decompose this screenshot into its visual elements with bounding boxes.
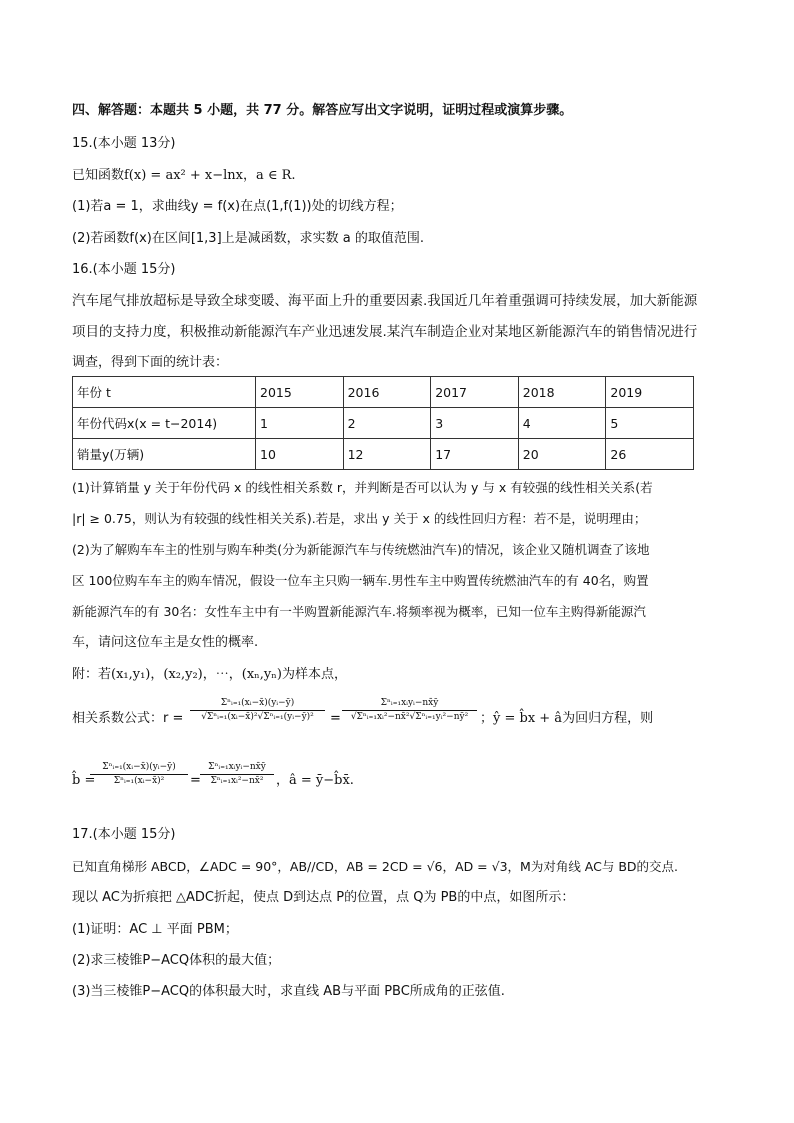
- table-row: [73, 377, 694, 408]
- table-cell: 10: [256, 439, 344, 470]
- table-row: [73, 439, 694, 470]
- q16-part2-line4: 车，请问这位车主是女性的概率.: [72, 635, 259, 650]
- b-fraction-1: [90, 762, 188, 787]
- b-numerator-1: Σⁿᵢ₌₁(xᵢ−x̄)(yᵢ−ȳ): [102, 762, 176, 772]
- table-cell: 2: [343, 408, 431, 439]
- q16-stem-line2: 项目的支持力度，积极推动新能源汽车产业迅速发展.某汽车制造企业对某地区新能源汽车的销售情况进行: [72, 324, 698, 340]
- corr-numerator-1: Σⁿᵢ₌₁(xᵢ−x̄)(yᵢ−ȳ): [220, 698, 295, 708]
- table-cell: 3: [431, 408, 519, 439]
- q16-header: 16.(本小题 15分): [72, 262, 176, 277]
- corr-numerator-2: Σⁿᵢ₌₁xᵢyᵢ−nx̄ȳ: [380, 698, 439, 708]
- corr-fraction-1: [190, 698, 325, 723]
- table-cell: 销量y(万辆): [73, 439, 256, 470]
- table-cell: 2017: [431, 377, 519, 408]
- corr-denominator-2: √Σⁿᵢ₌₁xᵢ²−nx̄²√Σⁿᵢ₌₁yᵢ²−nȳ²: [350, 712, 469, 722]
- q16-part2-line2: 区 100位购车车主的购车情况，假设一位车主只购一辆车.男性车主中购置传统燃油汽车的有 40名，购置: [72, 573, 649, 588]
- q17-part3: (3)当三棱锥P−ACQ的体积最大时，求直线 AB与平面 PBC所成角的正弦值.: [72, 984, 505, 999]
- fraction-bar: [200, 774, 274, 775]
- table-cell: 4: [518, 408, 606, 439]
- table-cell: 2016: [343, 377, 431, 408]
- equals-sign: =: [330, 711, 341, 726]
- b-denominator-2: Σⁿᵢ₌₁xᵢ²−nx̄²: [210, 776, 264, 786]
- sales-table: [72, 376, 694, 470]
- table-cell: 2018: [518, 377, 606, 408]
- q16-part1-line1: (1)计算销量 y 关于年份代码 x 的线性相关系数 r，并判断是否可以认为 y 与 x 有较强的线性相关关系(若: [72, 480, 653, 495]
- corr-formula-label: 相关系数公式：r =: [72, 711, 184, 726]
- corr-fraction-2: [342, 698, 477, 723]
- fraction-bar: [342, 710, 477, 711]
- q17-stem-line2: 现以 AC为折痕把 △ADC折起，使点 D到达点 P的位置，点 Q为 PB的中点，如图所示：: [72, 890, 575, 905]
- table-cell: 26: [606, 439, 694, 470]
- q17-part2: (2)求三棱锥P−ACQ体积的最大值；: [72, 953, 281, 968]
- table-row: [73, 408, 694, 439]
- b-numerator-2: Σⁿᵢ₌₁xᵢyᵢ−nx̄ȳ: [208, 762, 266, 772]
- b-fraction-2: [200, 762, 274, 787]
- b-hat-label: b̂ =: [72, 773, 96, 788]
- table-cell: 17: [431, 439, 519, 470]
- corr-denominator-1: √Σⁿᵢ₌₁(xᵢ−x̄)²√Σⁿᵢ₌₁(yᵢ−ȳ)²: [201, 712, 314, 722]
- q15-header: 15.(本小题 13分): [72, 136, 176, 151]
- q16-part2-line3: 新能源汽车的有 30名：女性车主中有一半购置新能源汽车.将频率视为概率，已知一位车主购得新能源汽: [72, 604, 646, 619]
- q16-part2-line1: (2)为了解购车车主的性别与购车种类(分为新能源汽车与传统燃油汽车)的情况，该企业又随机调查了该地: [72, 542, 650, 557]
- q16-part1-line2: |r| ≥ 0.75，则认为有较强的线性相关关系).若是，求出 y 关于 x 的线性回归方程：若不是，说明理由；: [72, 511, 647, 526]
- q16-stem-line1: 汽车尾气排放超标是导致全球变暖、海平面上升的重要因素.我国近几年着重强调可持续发展，加大新能源: [72, 293, 698, 309]
- q16-stem-line3: 调查，得到下面的统计表：: [72, 355, 229, 370]
- table-cell: 20: [518, 439, 606, 470]
- section-title: 四、解答题：本题共 5 小题，共 77 分。解答应写出文字说明，证明过程或演算步骤。: [72, 103, 573, 118]
- q15-part1: (1)若a = 1，求曲线y = f(x)在点(1,f(1))处的切线方程；: [72, 199, 403, 214]
- q17-part1: (1)证明：AC ⊥ 平面 PBM；: [72, 922, 238, 937]
- table-cell: 12: [343, 439, 431, 470]
- equals-sign: =: [190, 773, 201, 788]
- q17-header: 17.(本小题 15分): [72, 827, 176, 842]
- table-cell: 年份 t: [73, 377, 256, 408]
- q15-part2: (2)若函数f(x)在区间[1,3]上是减函数，求实数 a 的取值范围.: [72, 231, 425, 246]
- table-cell: 2019: [606, 377, 694, 408]
- fraction-bar: [90, 774, 188, 775]
- table-cell: 2015: [256, 377, 344, 408]
- b-denominator-1: Σⁿᵢ₌₁(xᵢ−x̄)²: [113, 776, 165, 786]
- table-cell: 1: [256, 408, 344, 439]
- table-cell: 5: [606, 408, 694, 439]
- q15-stem: 已知函数f(x) = ax² + x−lnx，a ∈ R.: [72, 168, 296, 183]
- q17-stem-line1: 已知直角梯形 ABCD，∠ADC = 90°，AB//CD，AB = 2CD = √6，AD = √3，M为对角线 AC与 BD的交点.: [72, 859, 678, 874]
- q16-appendix-line: 附：若(x₁,y₁)，(x₂,y₂)，⋯，(xₙ,yₙ)为样本点，: [72, 667, 347, 682]
- a-hat-text: ，â = ȳ−b̂x̄.: [276, 773, 354, 788]
- regression-text: ；ŷ = b̂x + â为回归方程，则: [480, 711, 654, 726]
- table-cell: 年份代码x(x = t−2014): [73, 408, 256, 439]
- fraction-bar: [190, 710, 325, 711]
